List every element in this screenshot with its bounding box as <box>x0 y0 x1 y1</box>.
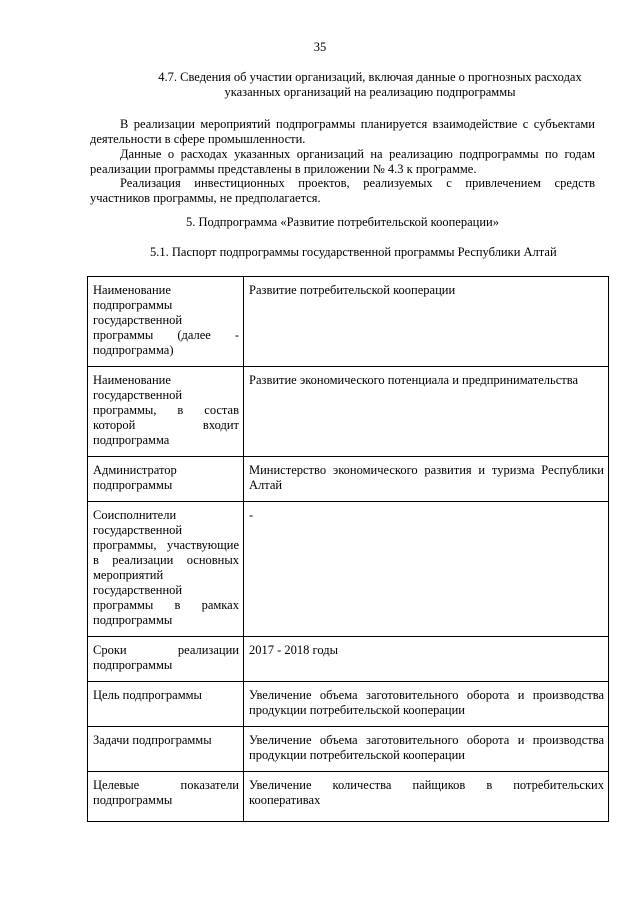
table-row <box>88 637 609 682</box>
row-value: Министерство экономического развития и туризма Республики Алтай <box>244 457 609 502</box>
row-label: Наименование государственной программы, в состав которой входит подпрограмма <box>88 367 244 457</box>
row-label: Задачи подпрограммы <box>88 727 244 772</box>
table-row <box>88 457 609 502</box>
section-5-1-heading: 5.1. Паспорт подпрограммы государственной программы Республики Алтай <box>150 245 557 259</box>
row-label: Сроки реализации подпрограммы <box>88 637 244 682</box>
paragraph-investment: Реализация инвестиционных проектов, реализуемых с привлечением средств участников программы, не предполагается. <box>90 176 595 205</box>
row-value: Увеличение количества пайщиков в потребительских кооперативах <box>244 772 609 822</box>
table-row <box>88 277 609 367</box>
paragraph-expenses: Данные о расходах указанных организаций на реализацию подпрограммы по годам реализации программы представлены в приложении № 4.3 к программе. <box>90 147 595 176</box>
section-4-7-title-line1: 4.7. Сведения об участии организаций, включая данные о прогнозных расходах <box>158 70 582 84</box>
row-label: Администратор подпрограммы <box>88 457 244 502</box>
table-row <box>88 727 609 772</box>
section-4-7-title-line2: указанных организаций на реализацию подпрограммы <box>224 85 516 99</box>
row-value: Развитие экономического потенциала и предпринимательства <box>244 367 609 457</box>
row-value: - <box>244 502 609 637</box>
section-5-heading: 5. Подпрограмма «Развитие потребительской кооперации» <box>186 215 499 229</box>
row-value: Увеличение объема заготовительного оборота и производства продукции потребительской кооперации <box>244 682 609 727</box>
row-value: Развитие потребительской кооперации <box>244 277 609 367</box>
page-number: 35 <box>313 40 327 54</box>
section-4-7-heading <box>150 70 590 100</box>
row-value: 2017 - 2018 годы <box>244 637 609 682</box>
paragraph-interaction: В реализации мероприятий подпрограммы планируется взаимодействие с субъектами деятельности в сфере промышленности. <box>90 117 595 146</box>
row-value: Увеличение объема заготовительного оборота и производства продукции потребительской кооперации <box>244 727 609 772</box>
table-row <box>88 772 609 822</box>
passport-table <box>87 276 609 822</box>
table-row <box>88 367 609 457</box>
row-label: Соисполнители государственной программы, участвующие в реализации основных мероприятий государственной программы в рамках подпрограммы <box>88 502 244 637</box>
table-row <box>88 682 609 727</box>
row-label: Наименование подпрограммы государственной программы (далее - подпрограмма) <box>88 277 244 367</box>
row-label: Цель подпрограммы <box>88 682 244 727</box>
table-row <box>88 502 609 637</box>
row-label: Целевые показатели подпрограммы <box>88 772 244 822</box>
